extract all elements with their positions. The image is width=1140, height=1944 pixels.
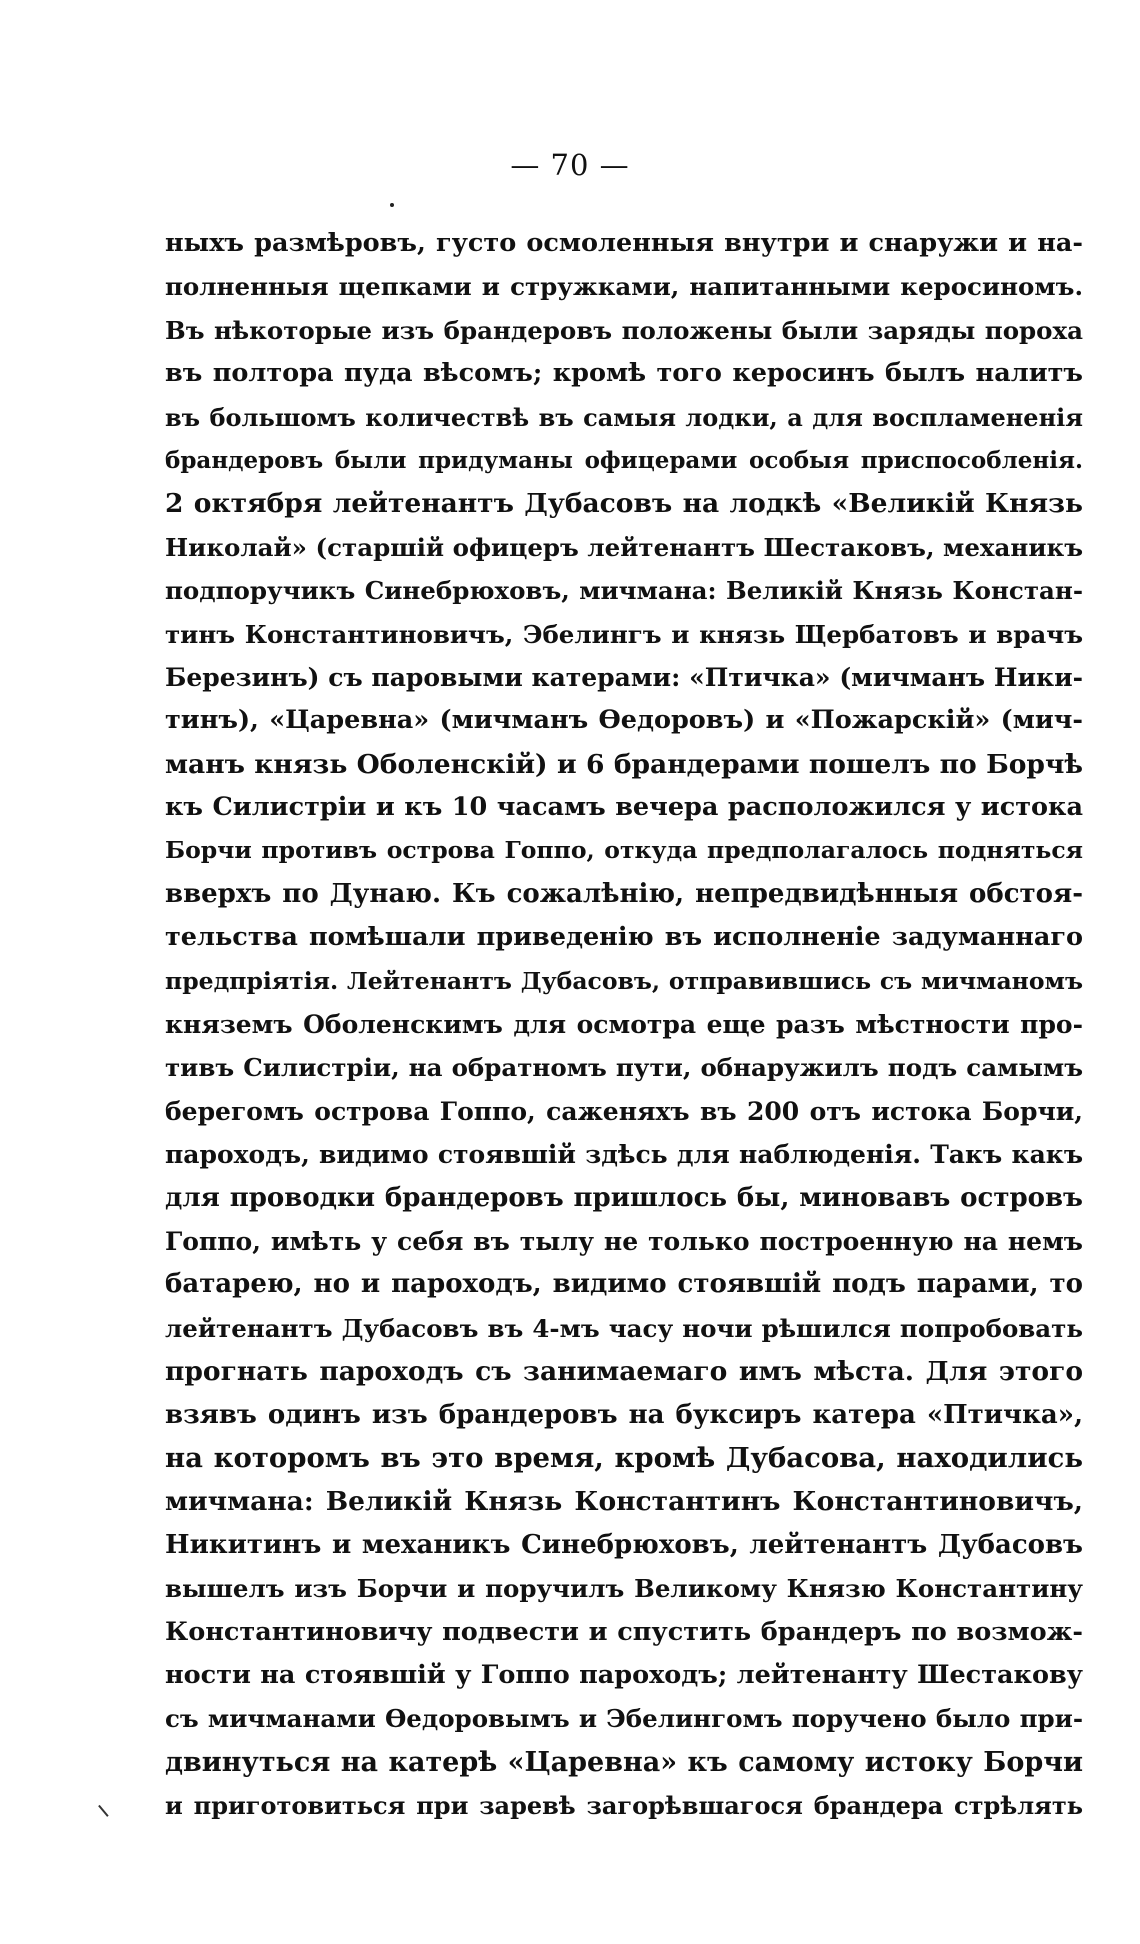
text-line: предпріятія. Лейтенантъ Дубасовъ, отправившись съ мичманомъ xyxy=(165,966,1083,995)
text-line: Гоппо, имѣть у себя въ тылу не только построенную на немъ xyxy=(165,1226,1083,1256)
text-line: для проводки брандеровъ пришлось бы, миновавъ островъ xyxy=(165,1182,1083,1213)
text-line: ныхъ размѣровъ, густо осмоленныя внутри и снаружи и на- xyxy=(165,228,1083,258)
text-line: вышелъ изъ Борчи и поручилъ Великому Князю Константину xyxy=(165,1574,1083,1604)
text-line: Березинъ) съ паровыми катерами: «Птичка» (мичманъ Ники- xyxy=(165,662,1083,692)
text-line: и приготовиться при заревѣ загорѣвшагося брандера стрѣлять xyxy=(165,1791,1083,1821)
text-line: двинуться на катерѣ «Царевна» къ самому истоку Борчи xyxy=(165,1746,1083,1778)
text-line: Борчи противъ острова Гоппо, откуда предполагалось подняться xyxy=(165,836,1083,865)
text-line: съ мичманами Ѳедоровымъ и Эбелингомъ поручено было при- xyxy=(165,1704,1083,1734)
text-line: ности на стоявшій у Гоппо пароходъ; лейтенанту Шестакову xyxy=(165,1659,1083,1690)
text-line: брандеровъ были придуманы офицерами особыя приспособленія. xyxy=(165,446,1083,474)
text-line: вверхъ по Дунаю. Къ сожалѣнію, непредвидѣнныя обстоя- xyxy=(165,878,1083,909)
text-line: мичмана: Великій Князь Константинъ Константиновичъ, xyxy=(165,1486,1083,1518)
text-line: подпоручикъ Синебрюховъ, мичмана: Великій Князь Констан- xyxy=(165,576,1083,606)
text-line: лейтенантъ Дубасовъ въ 4-мъ часу ночи рѣшился попробовать xyxy=(165,1313,1083,1343)
text-line: въ полтора пуда вѣсомъ; кромѣ того керосинъ былъ налитъ xyxy=(165,358,1083,389)
text-line: Никитинъ и механикъ Синебрюховъ, лейтенантъ Дубасовъ xyxy=(165,1529,1083,1560)
text-line: Николай» (старшій офицеръ лейтенантъ Шестаковъ, механикъ xyxy=(165,532,1083,562)
text-line: къ Силистріи и къ 10 часамъ вечера расположился у истока xyxy=(165,792,1083,823)
text-line: тинъ Константиновичъ, Эбелингъ и князь Щербатовъ и врачъ xyxy=(165,619,1083,649)
text-line: пароходъ, видимо стоявшій здѣсь для наблюденія. Такъ какъ xyxy=(165,1140,1083,1170)
text-line: въ большомъ количествѣ въ самыя лодки, а для воспламененія xyxy=(165,402,1083,432)
text-line: батарею, но и пароходъ, видимо стоявшій подъ парами, то xyxy=(165,1269,1083,1300)
text-line: тельства помѣшали приведенію въ исполненіе задуманнаго xyxy=(165,922,1083,953)
text-line: тинъ), «Царевна» (мичманъ Ѳедоровъ) и «Пожарскій» (мич- xyxy=(165,705,1083,736)
text-line: Въ нѣкоторые изъ брандеровъ положены были заряды пороха xyxy=(165,315,1083,345)
text-line: 2 октября лейтенантъ Дубасовъ на лодкѣ «Великій Князь xyxy=(165,488,1083,520)
text-line: полненныя щепками и стружками, напитанными керосиномъ. xyxy=(165,272,1083,302)
text-line: берегомъ острова Гоппо, саженяхъ въ 200 отъ истока Борчи, xyxy=(165,1096,1083,1126)
ink-speck xyxy=(390,203,394,207)
text-line: тивъ Силистріи, на обратномъ пути, обнаружилъ подъ самымъ xyxy=(165,1053,1083,1083)
text-line: взявъ одинъ изъ брандеровъ на буксиръ катера «Птичка», xyxy=(165,1399,1083,1430)
text-line: манъ князь Оболенскій) и 6 брандерами пошелъ по Борчѣ xyxy=(165,748,1083,780)
text-line: прогнать пароходъ съ занимаемаго имъ мѣста. Для этого xyxy=(165,1356,1083,1388)
text-line: княземъ Оболенскимъ для осмотра еще разъ мѣстности про- xyxy=(165,1010,1083,1040)
text-line: на которомъ въ это время, кромѣ Дубасова, находились xyxy=(165,1441,1083,1474)
margin-mark xyxy=(98,1797,118,1817)
text-line: Константиновичу подвести и спустить брандеръ по возмож- xyxy=(165,1616,1083,1647)
body-text xyxy=(165,222,1083,1827)
page-number: — 70 — xyxy=(510,148,630,182)
